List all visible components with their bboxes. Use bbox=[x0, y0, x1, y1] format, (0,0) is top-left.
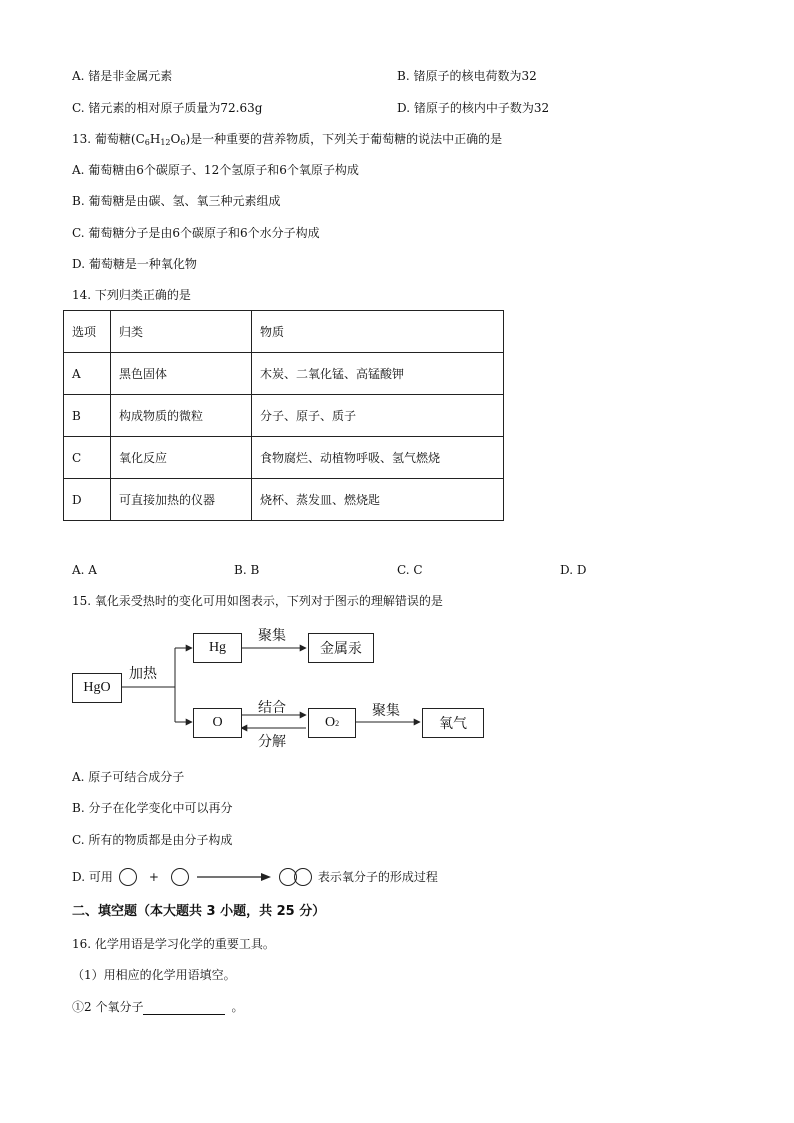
table-cell: 木炭、二氧化锰、高锰酸钾 bbox=[252, 353, 504, 395]
table-cell: 氧化反应 bbox=[111, 437, 252, 479]
oxygen-atom-box: O bbox=[193, 708, 242, 738]
table-cell: 食物腐烂、动植物呼吸、氢气燃烧 bbox=[252, 437, 504, 479]
table-cell: A bbox=[64, 353, 111, 395]
decompose-label: 分解 bbox=[258, 734, 286, 750]
q13-option-c: C. 葡萄糖分子是由6个碳原子和6个水分子构成 bbox=[72, 226, 320, 240]
q14-stem: 14. 下列归类正确的是 bbox=[72, 288, 191, 302]
table-cell: 烧杯、蒸发皿、燃烧匙 bbox=[252, 479, 504, 521]
table-cell: B bbox=[64, 395, 111, 437]
q13-option-a: A. 葡萄糖由6个碳原子、12个氢原子和6个氧原子构成 bbox=[72, 163, 359, 177]
q12-option-d: D. 锗原子的核内中子数为32 bbox=[397, 101, 550, 115]
atom-circle-icon bbox=[171, 868, 189, 886]
q12-option-a: A. 锗是非金属元素 bbox=[72, 69, 173, 83]
mercury-box: 金属汞 bbox=[308, 633, 374, 663]
q14-option-b: B. B bbox=[234, 563, 260, 577]
section-title: 二、填空题（本大题共 3 小题，共 25 分） bbox=[72, 904, 326, 919]
q15-option-b: B. 分子在化学变化中可以再分 bbox=[72, 801, 233, 815]
option-d-prefix: D. 可用 bbox=[72, 870, 113, 884]
table-header-cell: 归类 bbox=[111, 311, 252, 353]
q12-option-b: B. 锗原子的核电荷数为32 bbox=[397, 69, 537, 83]
q15-option-c: C. 所有的物质都是由分子构成 bbox=[72, 833, 233, 847]
q14-option-d: D. D bbox=[560, 563, 587, 577]
q14-option-c: C. C bbox=[397, 563, 423, 577]
table-header-cell: 选项 bbox=[64, 311, 111, 353]
hg-box: Hg bbox=[193, 633, 242, 663]
table-header-cell: 物质 bbox=[252, 311, 504, 353]
option-d-suffix: 表示氧分子的形成过程 bbox=[317, 870, 438, 884]
table-cell: 可直接加热的仪器 bbox=[111, 479, 252, 521]
q13-stem: 13. 葡萄糖$(C_6H_{12}O_6)$是一种重要的营养物质，下列关于葡萄糖的说法中正确的是 bbox=[72, 132, 503, 147]
hgo-box: HgO bbox=[72, 673, 122, 703]
heat-label: 加热 bbox=[129, 666, 157, 682]
molecule-circles-icon bbox=[279, 868, 312, 886]
oxygen-gas-box: 氧气 bbox=[422, 708, 484, 738]
q13-option-d: D. 葡萄糖是一种氧化物 bbox=[72, 257, 197, 271]
q15-option-a: A. 原子可结合成分子 bbox=[72, 770, 185, 784]
oxygen-molecule-box: O 2 bbox=[308, 708, 356, 738]
q16-item1: ①2 个氧分子 。 bbox=[72, 1000, 244, 1014]
q12-option-c: C. 锗元素的相对原子质量为72.63g bbox=[72, 101, 263, 115]
table-cell: D bbox=[64, 479, 111, 521]
q15-stem: 15. 氧化汞受热时的变化可用如图表示，下列对于图示的理解错误的是 bbox=[72, 594, 443, 608]
q14-option-a: A. A bbox=[72, 563, 97, 577]
q16-stem: 16. 化学用语是学习化学的重要工具。 bbox=[72, 937, 275, 951]
gather-label: 聚集 bbox=[372, 703, 400, 719]
plus-sign: + bbox=[148, 870, 159, 884]
table-cell: 分子、原子、质子 bbox=[252, 395, 504, 437]
combine-label: 结合 bbox=[258, 700, 286, 716]
table-cell: 黑色固体 bbox=[111, 353, 252, 395]
table-cell: 构成物质的微粒 bbox=[111, 395, 252, 437]
q13-option-b: B. 葡萄糖是由碳、氢、氧三种元素组成 bbox=[72, 194, 281, 208]
answer-blank[interactable] bbox=[143, 1002, 225, 1015]
q15-option-d bbox=[72, 868, 438, 886]
table-cell: C bbox=[64, 437, 111, 479]
atom-circle-icon bbox=[119, 868, 137, 886]
q16-part1: （1）用相应的化学用语填空。 bbox=[72, 968, 236, 982]
gather-label: 聚集 bbox=[258, 628, 286, 644]
arrow-right-icon bbox=[195, 872, 273, 882]
